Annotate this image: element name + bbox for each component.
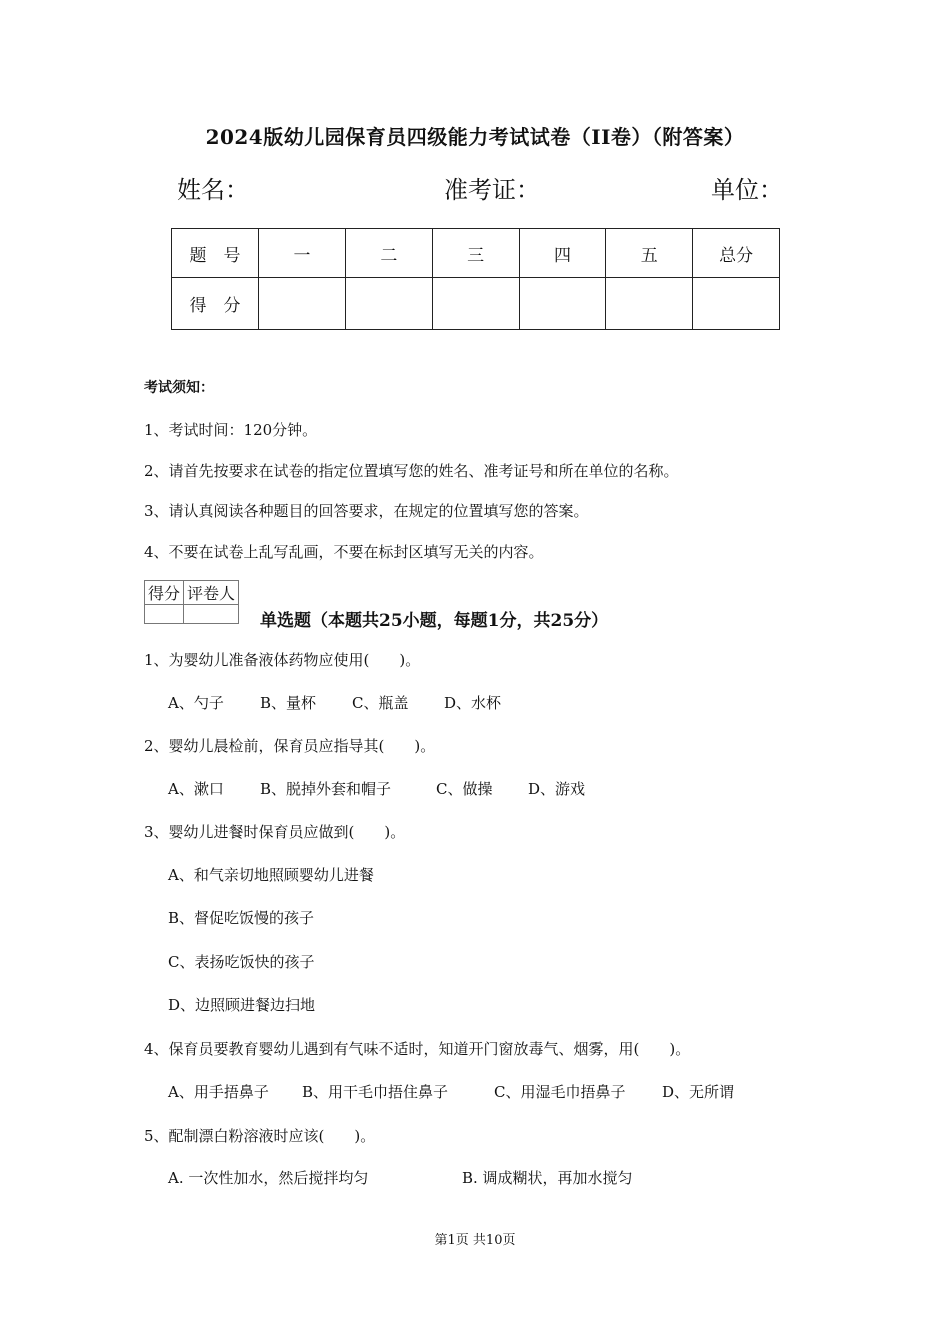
score-header-cell: 总分 bbox=[693, 229, 780, 278]
question-option: A、勺子 bbox=[168, 694, 224, 712]
question-option: D、游戏 bbox=[528, 780, 586, 798]
question-option: C、瓶盖 bbox=[352, 694, 409, 712]
grader-box-label-row bbox=[145, 581, 239, 605]
score-header-cell: 一 bbox=[259, 229, 346, 278]
grader-box-entry-row bbox=[145, 605, 239, 624]
score-header-cell: 题 号 bbox=[172, 229, 259, 278]
question-stem: 3、婴幼儿进餐时保育员应做到( )。 bbox=[144, 823, 406, 841]
question-option: A、漱口 bbox=[168, 780, 224, 798]
score-table bbox=[171, 228, 780, 330]
question-option: B、脱掉外套和帽子 bbox=[260, 780, 392, 798]
page-footer: 第1页 共10页 bbox=[434, 1233, 516, 1248]
grader-box bbox=[144, 580, 239, 624]
question-option: A、用手捂鼻子 bbox=[168, 1083, 269, 1101]
question-option: B、督促吃饭慢的孩子 bbox=[168, 909, 315, 927]
question-option: A、和气亲切地照顾婴幼儿进餐 bbox=[168, 866, 374, 884]
question-option: B、量杯 bbox=[260, 694, 317, 712]
question-stem: 5、配制漂白粉溶液时应该( )。 bbox=[144, 1127, 376, 1145]
unit-label: 单位： bbox=[711, 176, 783, 204]
score-table-header-row bbox=[172, 229, 780, 278]
section-title: 单选题（本题共25小题，每题1分，共25分） bbox=[260, 611, 609, 631]
notice-item: 1、考试时间：120分钟。 bbox=[144, 421, 318, 439]
score-cell[interactable] bbox=[432, 278, 519, 330]
score-cell[interactable] bbox=[519, 278, 606, 330]
score-row-label: 得 分 bbox=[172, 278, 259, 330]
question-option: C、做操 bbox=[436, 780, 493, 798]
grader-score-cell[interactable] bbox=[145, 605, 184, 624]
grader-score-label: 得分 bbox=[145, 581, 184, 605]
question-option: D、无所谓 bbox=[662, 1083, 735, 1101]
notice-item: 3、请认真阅读各种题目的回答要求，在规定的位置填写您的答案。 bbox=[144, 502, 589, 520]
score-header-cell: 三 bbox=[432, 229, 519, 278]
score-cell[interactable] bbox=[693, 278, 780, 330]
question-option: C、用湿毛巾捂鼻子 bbox=[494, 1083, 626, 1101]
notice-heading: 考试须知： bbox=[144, 380, 214, 396]
ticket-label: 准考证： bbox=[444, 176, 540, 204]
name-label: 姓名： bbox=[177, 176, 249, 204]
question-option: C、表扬吃饭快的孩子 bbox=[168, 953, 315, 971]
question-option: D、水杯 bbox=[444, 694, 502, 712]
question-stem: 2、婴幼儿晨检前，保育员应指导其( )。 bbox=[144, 737, 436, 755]
score-header-cell: 二 bbox=[345, 229, 432, 278]
score-cell[interactable] bbox=[259, 278, 346, 330]
question-option: B、用干毛巾捂住鼻子 bbox=[302, 1083, 449, 1101]
score-cell[interactable] bbox=[606, 278, 693, 330]
score-table-score-row bbox=[172, 278, 780, 330]
page-title: 2024版幼儿园保育员四级能力考试试卷（II卷）（附答案） bbox=[205, 125, 745, 149]
question-stem: 4、保育员要教育婴幼儿遇到有气味不适时，知道开门窗放毒气、烟雾，用( )。 bbox=[144, 1040, 691, 1058]
question-option: D、边照顾进餐边扫地 bbox=[168, 996, 316, 1014]
question-stem: 1、为婴幼儿准备液体药物应使用( )。 bbox=[144, 651, 421, 669]
score-cell[interactable] bbox=[345, 278, 432, 330]
question-option: B. 调成糊状，再加水搅匀 bbox=[462, 1169, 633, 1187]
notice-item: 4、不要在试卷上乱写乱画，不要在标封区填写无关的内容。 bbox=[144, 543, 544, 561]
question-option: A. 一次性加水，然后搅拌均匀 bbox=[168, 1169, 369, 1187]
grader-name-label: 评卷人 bbox=[184, 581, 239, 605]
score-header-cell: 五 bbox=[606, 229, 693, 278]
notice-item: 2、请首先按要求在试卷的指定位置填写您的姓名、准考证号和所在单位的名称。 bbox=[144, 462, 679, 480]
score-header-cell: 四 bbox=[519, 229, 606, 278]
grader-name-cell[interactable] bbox=[184, 605, 239, 624]
